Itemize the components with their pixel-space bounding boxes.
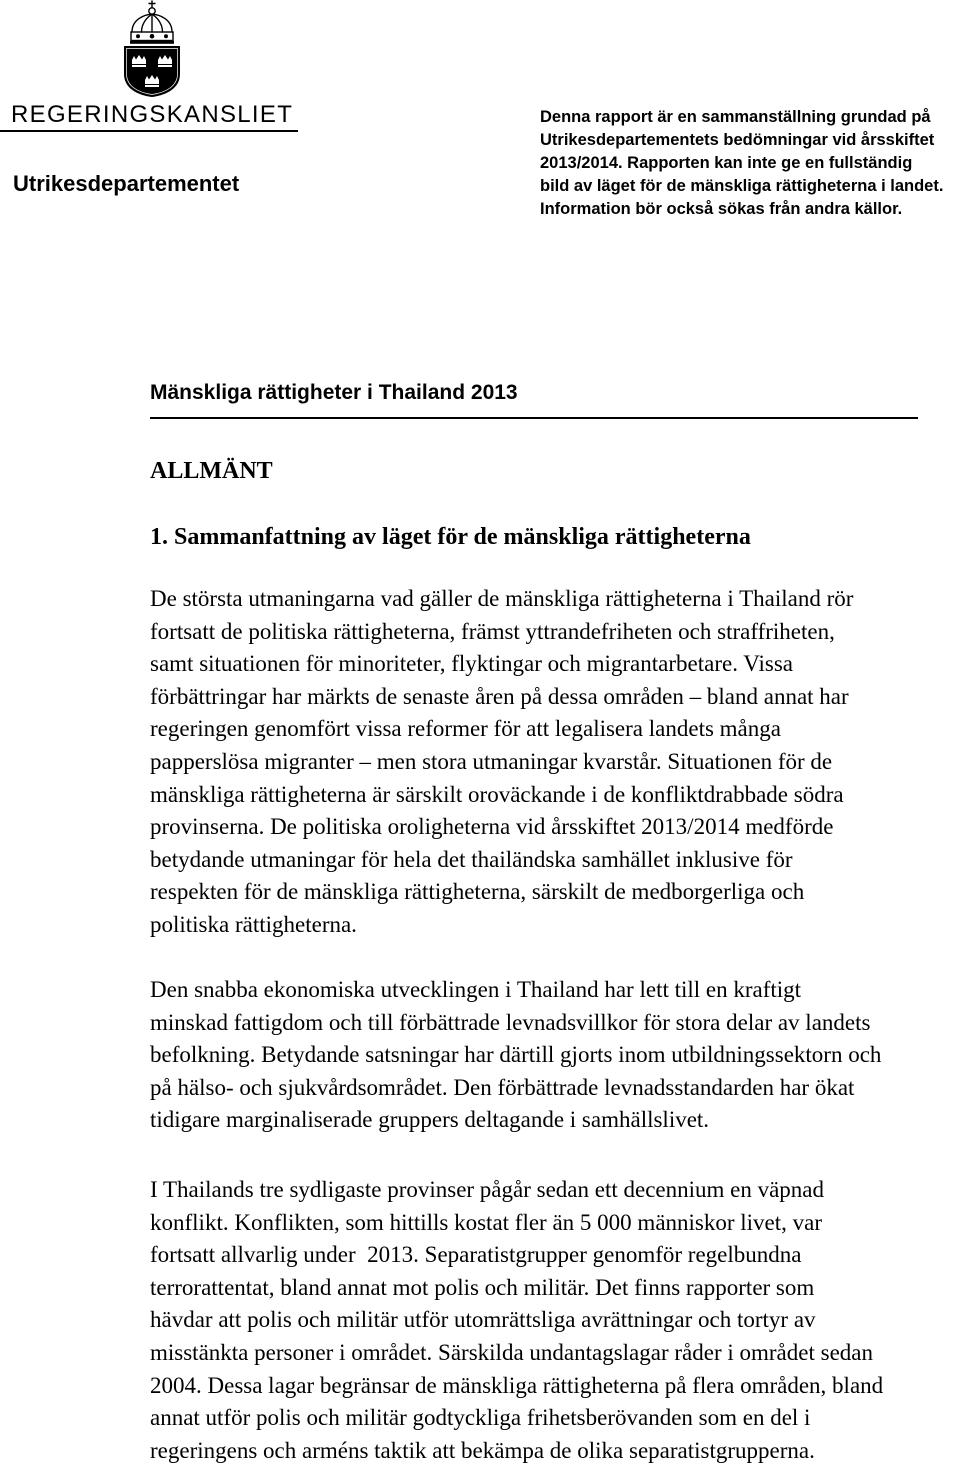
paragraph-3 — [150, 1174, 940, 1467]
paragraph-2 — [150, 974, 940, 1137]
paragraph-line: tidigare marginaliserade gruppers deltagande i samhällslivet. — [150, 1107, 710, 1133]
paragraph-line: samt situationen för minoriteter, flyktingar och migrantarbetare. Vissa — [150, 651, 794, 677]
document-title: Mänskliga rättigheter i Thailand 2013 — [150, 381, 518, 404]
header-divider — [0, 130, 298, 132]
organization-name: REGERINGSKANSLIET — [11, 101, 294, 128]
disclaimer-line: Information bör också sökas från andra källor. — [540, 200, 903, 218]
paragraph-line: provinserna. De politiska oroligheterna vid årsskiftet 2013/2014 medförde — [150, 814, 834, 840]
disclaimer-line: bild av läget för de mänskliga rättigheterna i landet. — [540, 177, 944, 195]
paragraph-line: regeringens och arméns taktik att bekämpa de olika separatistgrupperna. — [150, 1437, 815, 1463]
paragraph-line: respekten för de mänskliga rättigheterna, särskilt de medborgerliga och — [150, 879, 805, 905]
paragraph-line: mänskliga rättigheterna är särskilt oroväckande i de konfliktdrabbade södra — [150, 781, 844, 807]
report-disclaimer — [540, 106, 955, 221]
section-heading: 1. Sammanfattning av läget för de mänskliga rättigheterna — [150, 524, 751, 550]
paragraph-line: på hälso- och sjukvårdsområdet. Den förbättrade levnadsstandarden har ökat — [150, 1074, 855, 1100]
small-crown-icon — [158, 55, 172, 67]
paragraph-line: fortsatt allvarlig under 2013. Separatistgrupper genomför regelbundna — [150, 1242, 802, 1268]
title-divider — [150, 417, 918, 419]
paragraph-line: Den snabba ekonomiska utvecklingen i Thailand har lett till en kraftigt — [150, 977, 802, 1002]
crown-base — [130, 41, 174, 44]
department-name: Utrikesdepartementet — [13, 171, 240, 196]
paragraph-line: 2004. Dessa lagar begränsar de mänskliga rättigheterna på flera områden, bland — [150, 1372, 884, 1398]
small-crown-icon — [145, 75, 159, 87]
small-crown-icon — [132, 55, 146, 67]
paragraph-line: fortsatt de politiska rättigheterna, främst yttrandefriheten och straffriheten, — [150, 618, 835, 644]
paragraph-line: papperslösa migranter – men stora utmaningar kvarstår. Situationen för de — [150, 748, 833, 774]
disclaimer-line: 2013/2014. Rapporten kan inte ge en fullständig — [540, 154, 913, 172]
paragraph-line: befolkning. Betydande satsningar har därtill gjorts inom utbildningssektorn och — [150, 1042, 882, 1068]
paragraph-line: minskad fattigdom och till förbättrade levnadsvillkor för stora delar av landets — [150, 1009, 871, 1035]
royal-crown-icon — [131, 1, 173, 41]
shield-with-three-crowns-icon — [124, 46, 180, 97]
coat-of-arms-icon — [121, 0, 183, 98]
paragraph-line: regeringen genomfört vissa reformer för att legalisera landets många — [150, 716, 781, 742]
section-title: ALLMÄNT — [150, 458, 273, 484]
paragraph-line: De största utmaningarna vad gäller de mänskliga rättigheterna i Thailand rör — [150, 586, 854, 611]
paragraph-line: förbättringar har märkts de senaste åren på dessa områden – bland annat har — [150, 683, 849, 709]
paragraph-line: annat utför polis och militär godtyckliga frihetsberövanden som en del i — [150, 1405, 811, 1431]
disclaimer-line: Denna rapport är en sammanställning grundad på — [540, 108, 931, 126]
paragraph-1 — [150, 583, 940, 942]
paragraph-line: politiska rättigheterna. — [150, 911, 357, 937]
disclaimer-line: Utrikesdepartementets bedömningar vid årsskiftet — [540, 131, 935, 149]
paragraph-line: terrorattentat, bland annat mot polis och militär. Det finns rapporter som — [150, 1274, 815, 1300]
paragraph-line: misstänkta personer i området. Särskilda undantagslagar råder i området sedan — [150, 1339, 873, 1365]
paragraph-line: hävdar att polis och militär utför utomrättsliga avrättningar och tortyr av — [150, 1307, 816, 1333]
paragraph-line: konflikt. Konflikten, som hittills kostat fler än 5 000 människor livet, var — [150, 1209, 823, 1235]
paragraph-line: I Thailands tre sydligaste provinser pågår sedan ett decennium en väpnad — [150, 1177, 825, 1202]
paragraph-line: betydande utmaningar för hela det thailändska samhället inklusive för — [150, 846, 793, 872]
